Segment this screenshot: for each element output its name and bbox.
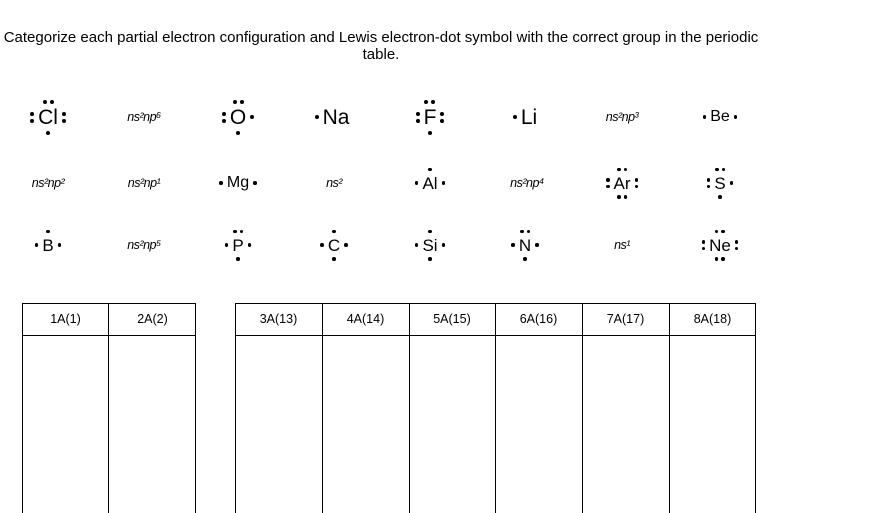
bin-8a[interactable] bbox=[669, 303, 756, 513]
tile-f-lewis[interactable] bbox=[382, 90, 478, 144]
instructions-text: Categorize each partial electron configuration and Lewis electron-dot symbol with the correct group in the periodic table. bbox=[3, 29, 759, 63]
config-ns2: ns² bbox=[326, 176, 342, 190]
tile-li-lewis[interactable] bbox=[477, 90, 573, 144]
tile-config-ns2[interactable] bbox=[286, 156, 382, 210]
config-ns2np5: ns²np⁵ bbox=[127, 238, 161, 252]
bin-1a-dropzone[interactable] bbox=[22, 336, 109, 513]
tile-b-lewis[interactable] bbox=[0, 218, 96, 272]
bin-8a-header: 8A(18) bbox=[669, 303, 756, 336]
tile-config-ns2np4[interactable] bbox=[479, 156, 575, 210]
bin-6a-header: 6A(16) bbox=[495, 303, 582, 336]
symbol-c: C bbox=[327, 235, 341, 255]
symbol-s: S bbox=[714, 173, 726, 193]
bin-5a-header: 5A(15) bbox=[409, 303, 495, 336]
tile-be-lewis[interactable] bbox=[672, 90, 768, 144]
tile-o-lewis[interactable] bbox=[190, 90, 286, 144]
tile-s-lewis[interactable] bbox=[672, 156, 768, 210]
tile-config-ns2np5[interactable] bbox=[96, 218, 192, 272]
config-ns1: ns¹ bbox=[614, 238, 630, 252]
tile-c-lewis[interactable] bbox=[286, 218, 382, 272]
bin-6a-dropzone[interactable] bbox=[495, 336, 582, 513]
symbol-ne: Ne bbox=[709, 235, 731, 255]
config-ns2np6: ns²np⁶ bbox=[127, 110, 161, 124]
tile-config-ns1[interactable] bbox=[574, 218, 670, 272]
tile-ar-lewis[interactable] bbox=[574, 156, 670, 210]
bin-7a[interactable] bbox=[582, 303, 669, 513]
tile-cl-lewis[interactable] bbox=[0, 90, 96, 144]
bin-2a-dropzone[interactable] bbox=[109, 336, 196, 513]
tile-na-lewis[interactable] bbox=[284, 90, 380, 144]
tile-config-ns2np6[interactable] bbox=[96, 90, 192, 144]
symbol-p: P bbox=[232, 235, 244, 255]
symbol-si: Si bbox=[422, 235, 438, 255]
tile-config-ns2np2[interactable] bbox=[0, 156, 96, 210]
symbol-cl: Cl bbox=[38, 105, 58, 129]
tile-n-lewis[interactable] bbox=[477, 218, 573, 272]
symbol-li: Li bbox=[520, 105, 538, 129]
bin-7a-header: 7A(17) bbox=[582, 303, 669, 336]
bin-5a[interactable] bbox=[409, 303, 495, 513]
bin-3a-header: 3A(13) bbox=[235, 303, 322, 336]
symbol-f: F bbox=[423, 105, 437, 129]
tile-ne-lewis[interactable] bbox=[672, 218, 768, 272]
bin-2a-header: 2A(2) bbox=[109, 303, 196, 336]
tile-config-ns2np1[interactable] bbox=[96, 156, 192, 210]
symbol-mg: Mg bbox=[226, 174, 250, 191]
bin-2a[interactable] bbox=[109, 303, 196, 513]
config-ns2np3: ns²np³ bbox=[605, 110, 639, 124]
bin-8a-dropzone[interactable] bbox=[669, 336, 756, 513]
bin-5a-dropzone[interactable] bbox=[409, 336, 495, 513]
bin-1a-header: 1A(1) bbox=[22, 303, 109, 336]
config-ns2np2: ns²np² bbox=[31, 176, 65, 190]
symbol-ar: Ar bbox=[613, 173, 631, 193]
symbol-n: N bbox=[518, 235, 532, 255]
tile-si-lewis[interactable] bbox=[382, 218, 478, 272]
tile-mg-lewis[interactable] bbox=[190, 156, 286, 210]
bin-4a[interactable] bbox=[322, 303, 409, 513]
bin-1a[interactable] bbox=[22, 303, 109, 513]
symbol-al: Al bbox=[422, 173, 438, 193]
bin-4a-dropzone[interactable] bbox=[322, 336, 409, 513]
tile-config-ns2np3[interactable] bbox=[574, 90, 670, 144]
tile-p-lewis[interactable] bbox=[190, 218, 286, 272]
config-ns2np1: ns²np¹ bbox=[127, 176, 161, 190]
symbol-b: B bbox=[42, 235, 54, 255]
bin-3a-dropzone[interactable] bbox=[235, 336, 322, 513]
tile-al-lewis[interactable] bbox=[382, 156, 478, 210]
symbol-be: Be bbox=[710, 108, 730, 125]
bin-7a-dropzone[interactable] bbox=[582, 336, 669, 513]
config-ns2np4: ns²np⁴ bbox=[510, 176, 544, 190]
symbol-na: Na bbox=[322, 105, 350, 129]
bin-3a[interactable] bbox=[235, 303, 322, 513]
bin-6a[interactable] bbox=[495, 303, 582, 513]
symbol-o: O bbox=[229, 105, 247, 129]
bin-4a-header: 4A(14) bbox=[322, 303, 409, 336]
